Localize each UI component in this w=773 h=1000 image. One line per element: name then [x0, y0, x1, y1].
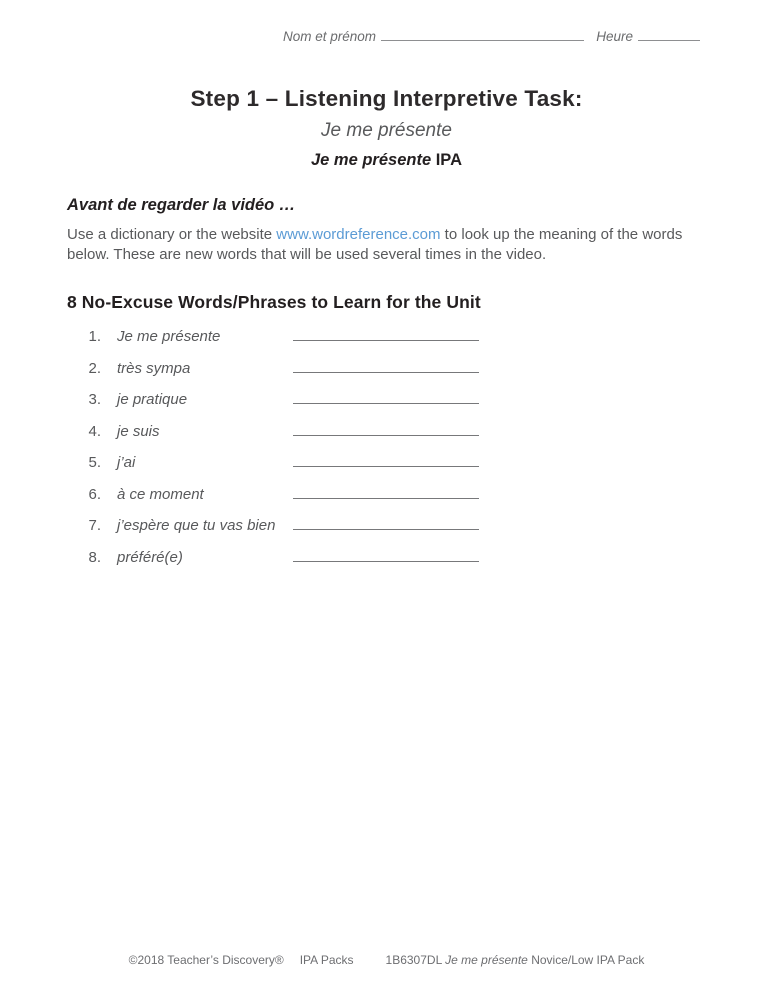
list-item — [67, 360, 481, 392]
intro-section — [67, 196, 707, 265]
item-number: 5. — [88, 454, 101, 471]
subtitle-ipa-italic: Je me présente — [310, 151, 432, 169]
answer-blank[interactable] — [293, 393, 479, 404]
heure-answer-blank[interactable] — [638, 28, 700, 41]
page-footer — [0, 953, 773, 967]
page-subtitle-ipa — [0, 151, 773, 170]
answer-blank[interactable] — [293, 425, 479, 436]
answer-blank[interactable] — [293, 488, 479, 499]
subtitle-ipa-suffix: IPA — [431, 151, 463, 169]
item-word: j’espère que tu vas bien — [117, 517, 276, 534]
name-hour-header — [283, 28, 700, 44]
item-number: 4. — [88, 422, 101, 440]
item-word: je pratique — [117, 391, 188, 408]
footer-copyright: ©2018 Teacher’s Discovery® — [128, 953, 284, 967]
item-word: je suis — [117, 422, 160, 440]
list-item — [67, 486, 481, 518]
answer-blank[interactable] — [293, 519, 479, 530]
list-item — [67, 517, 481, 549]
nom-et-prenom-label: Nom et prénom — [283, 29, 377, 44]
wordreference-link[interactable]: www.wordreference.com — [276, 226, 441, 243]
item-word: préféré(e) — [117, 548, 183, 566]
heure-label: Heure — [596, 29, 633, 44]
wordlist-rows — [67, 328, 481, 580]
item-word: Je me présente — [117, 328, 221, 345]
intro-text-before-link: Use a dictionary or the website — [67, 226, 277, 243]
answer-blank[interactable] — [293, 330, 479, 341]
page-subtitle: Je me présente — [321, 120, 452, 141]
item-word: très sympa — [117, 359, 191, 377]
item-number: 7. — [88, 517, 101, 534]
wordlist-heading: 8 No-Excuse Words/Phrases to Learn for the Unit — [67, 292, 481, 312]
intro-heading: Avant de regarder la vidéo … — [67, 196, 296, 214]
page-title: Step 1 – Listening Interpretive Task: — [190, 86, 583, 111]
wordlist-section — [67, 292, 481, 580]
answer-blank[interactable] — [293, 456, 479, 467]
list-item — [67, 454, 481, 486]
list-item — [67, 391, 481, 423]
intro-text-after-link: to look up the meaning of the words below. These are new words that will be used several times in the video. — [67, 226, 683, 263]
footer-product: IPA Packs — [299, 953, 354, 967]
title-block — [0, 86, 773, 170]
list-item — [67, 423, 481, 455]
item-word: à ce moment — [117, 485, 204, 503]
answer-blank[interactable] — [293, 362, 479, 373]
answer-blank[interactable] — [293, 551, 479, 562]
footer-code-number: 1B6307DL — [385, 953, 446, 967]
item-number: 6. — [88, 485, 101, 503]
item-word: j’ai — [117, 454, 136, 471]
item-number: 2. — [88, 359, 101, 377]
footer-code-title: Je me présente — [445, 953, 528, 967]
item-number: 8. — [88, 548, 101, 566]
list-item — [67, 549, 481, 581]
footer-code-suffix: Novice/Low IPA Pack — [527, 953, 645, 967]
intro-paragraph — [67, 225, 707, 265]
item-number: 1. — [88, 328, 101, 345]
nom-answer-blank[interactable] — [381, 28, 584, 41]
list-item — [67, 328, 481, 360]
item-number: 3. — [88, 391, 101, 408]
footer-code — [386, 953, 645, 967]
